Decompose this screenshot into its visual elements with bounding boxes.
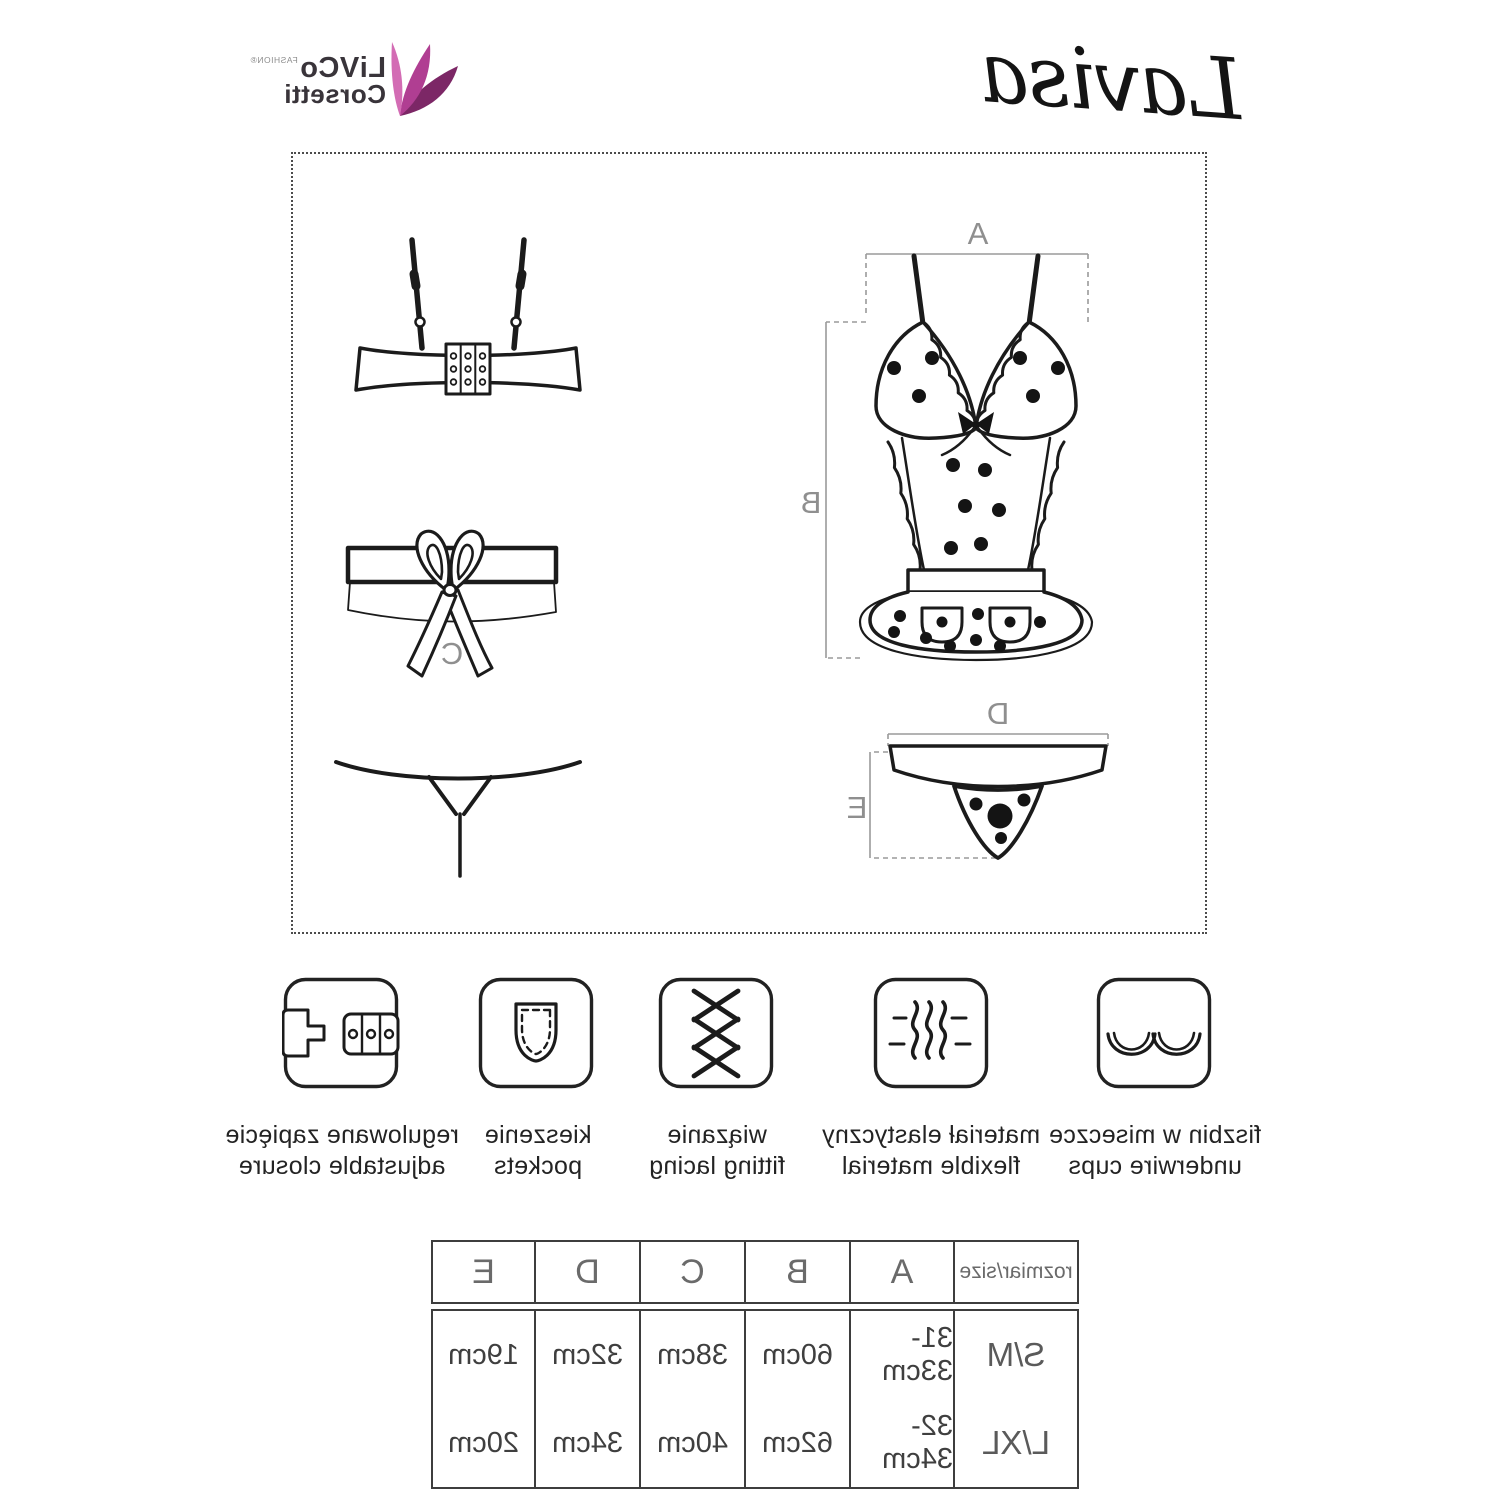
size-cell: 31-33cm — [851, 1311, 955, 1399]
bow-band-drawing — [332, 492, 572, 697]
feature-label-pl: wiązanie — [667, 1121, 767, 1149]
dim-label-a: A — [967, 218, 989, 251]
feature-label-en: flexible material — [841, 1152, 1021, 1180]
size-cell: 19cm — [433, 1311, 536, 1399]
feature-label-pl: regulowane zapięcie — [225, 1121, 459, 1149]
feature-label-en: fitting lacing — [648, 1152, 786, 1180]
size-table-body — [431, 1309, 1079, 1489]
feature-label-lacing — [607, 1120, 827, 1182]
dim-label-d: D — [986, 698, 1010, 731]
product-name: Lavisa — [978, 23, 1246, 140]
size-table-header — [431, 1240, 1079, 1304]
size-cell: 38cm — [641, 1311, 746, 1399]
feature-label-flexible-material — [801, 1120, 1061, 1182]
butterfly-icon — [388, 28, 464, 122]
size-cell: 34cm — [536, 1399, 641, 1487]
brand-name-line1: LiVCo — [299, 52, 386, 84]
size-table-header-e: E — [433, 1242, 536, 1302]
dim-label-c: C — [440, 636, 464, 671]
bra-back-drawing — [348, 232, 588, 402]
dim-label-e: E — [846, 790, 868, 825]
feature-label-pl: fiszbin w miseczce — [1048, 1121, 1262, 1149]
feature-label-en: pockets — [493, 1152, 583, 1180]
size-row-label: L/XL — [982, 1424, 1050, 1461]
size-cell: 40cm — [641, 1399, 746, 1487]
adjustable-closure-icon — [282, 976, 400, 1090]
size-table-header-a: A — [851, 1242, 955, 1302]
brand-logo-text — [250, 52, 386, 109]
feature-label-adjustable-closure — [202, 1120, 482, 1182]
size-cell: 62cm — [746, 1399, 851, 1487]
brand-logo — [250, 28, 464, 138]
size-cell: 60cm — [746, 1311, 851, 1399]
dim-label-b: B — [800, 485, 822, 520]
brand-name-line2: Corsetti — [283, 79, 386, 109]
size-row-label: S/M — [986, 1336, 1046, 1373]
size-cell: 32-34cm — [851, 1399, 955, 1487]
size-cell: 20cm — [433, 1399, 536, 1487]
feature-label-pl: kieszenie — [484, 1121, 592, 1149]
feature-label-en: underwire cups — [1068, 1152, 1242, 1180]
size-table-header-d: D — [536, 1242, 641, 1302]
thong-front-drawing — [842, 698, 1122, 868]
size-table-header-c: C — [641, 1242, 746, 1302]
pockets-icon — [477, 976, 595, 1090]
lacing-icon — [657, 976, 775, 1090]
underwire-cups-icon — [1095, 976, 1213, 1090]
brand-fashion-label: FASHION® — [250, 55, 298, 65]
size-table-header-b: B — [746, 1242, 851, 1302]
size-table — [431, 1240, 1079, 1489]
size-cell: 32cm — [536, 1311, 641, 1399]
feature-label-pl: materiał elastyczny — [821, 1121, 1041, 1149]
flexible-material-icon — [872, 976, 990, 1090]
feature-label-en: adjustable closure — [238, 1152, 446, 1180]
thong-back-drawing — [328, 742, 588, 882]
camisole-drawing — [798, 218, 1128, 688]
size-table-header-size: rozmiar/size — [959, 1260, 1073, 1283]
